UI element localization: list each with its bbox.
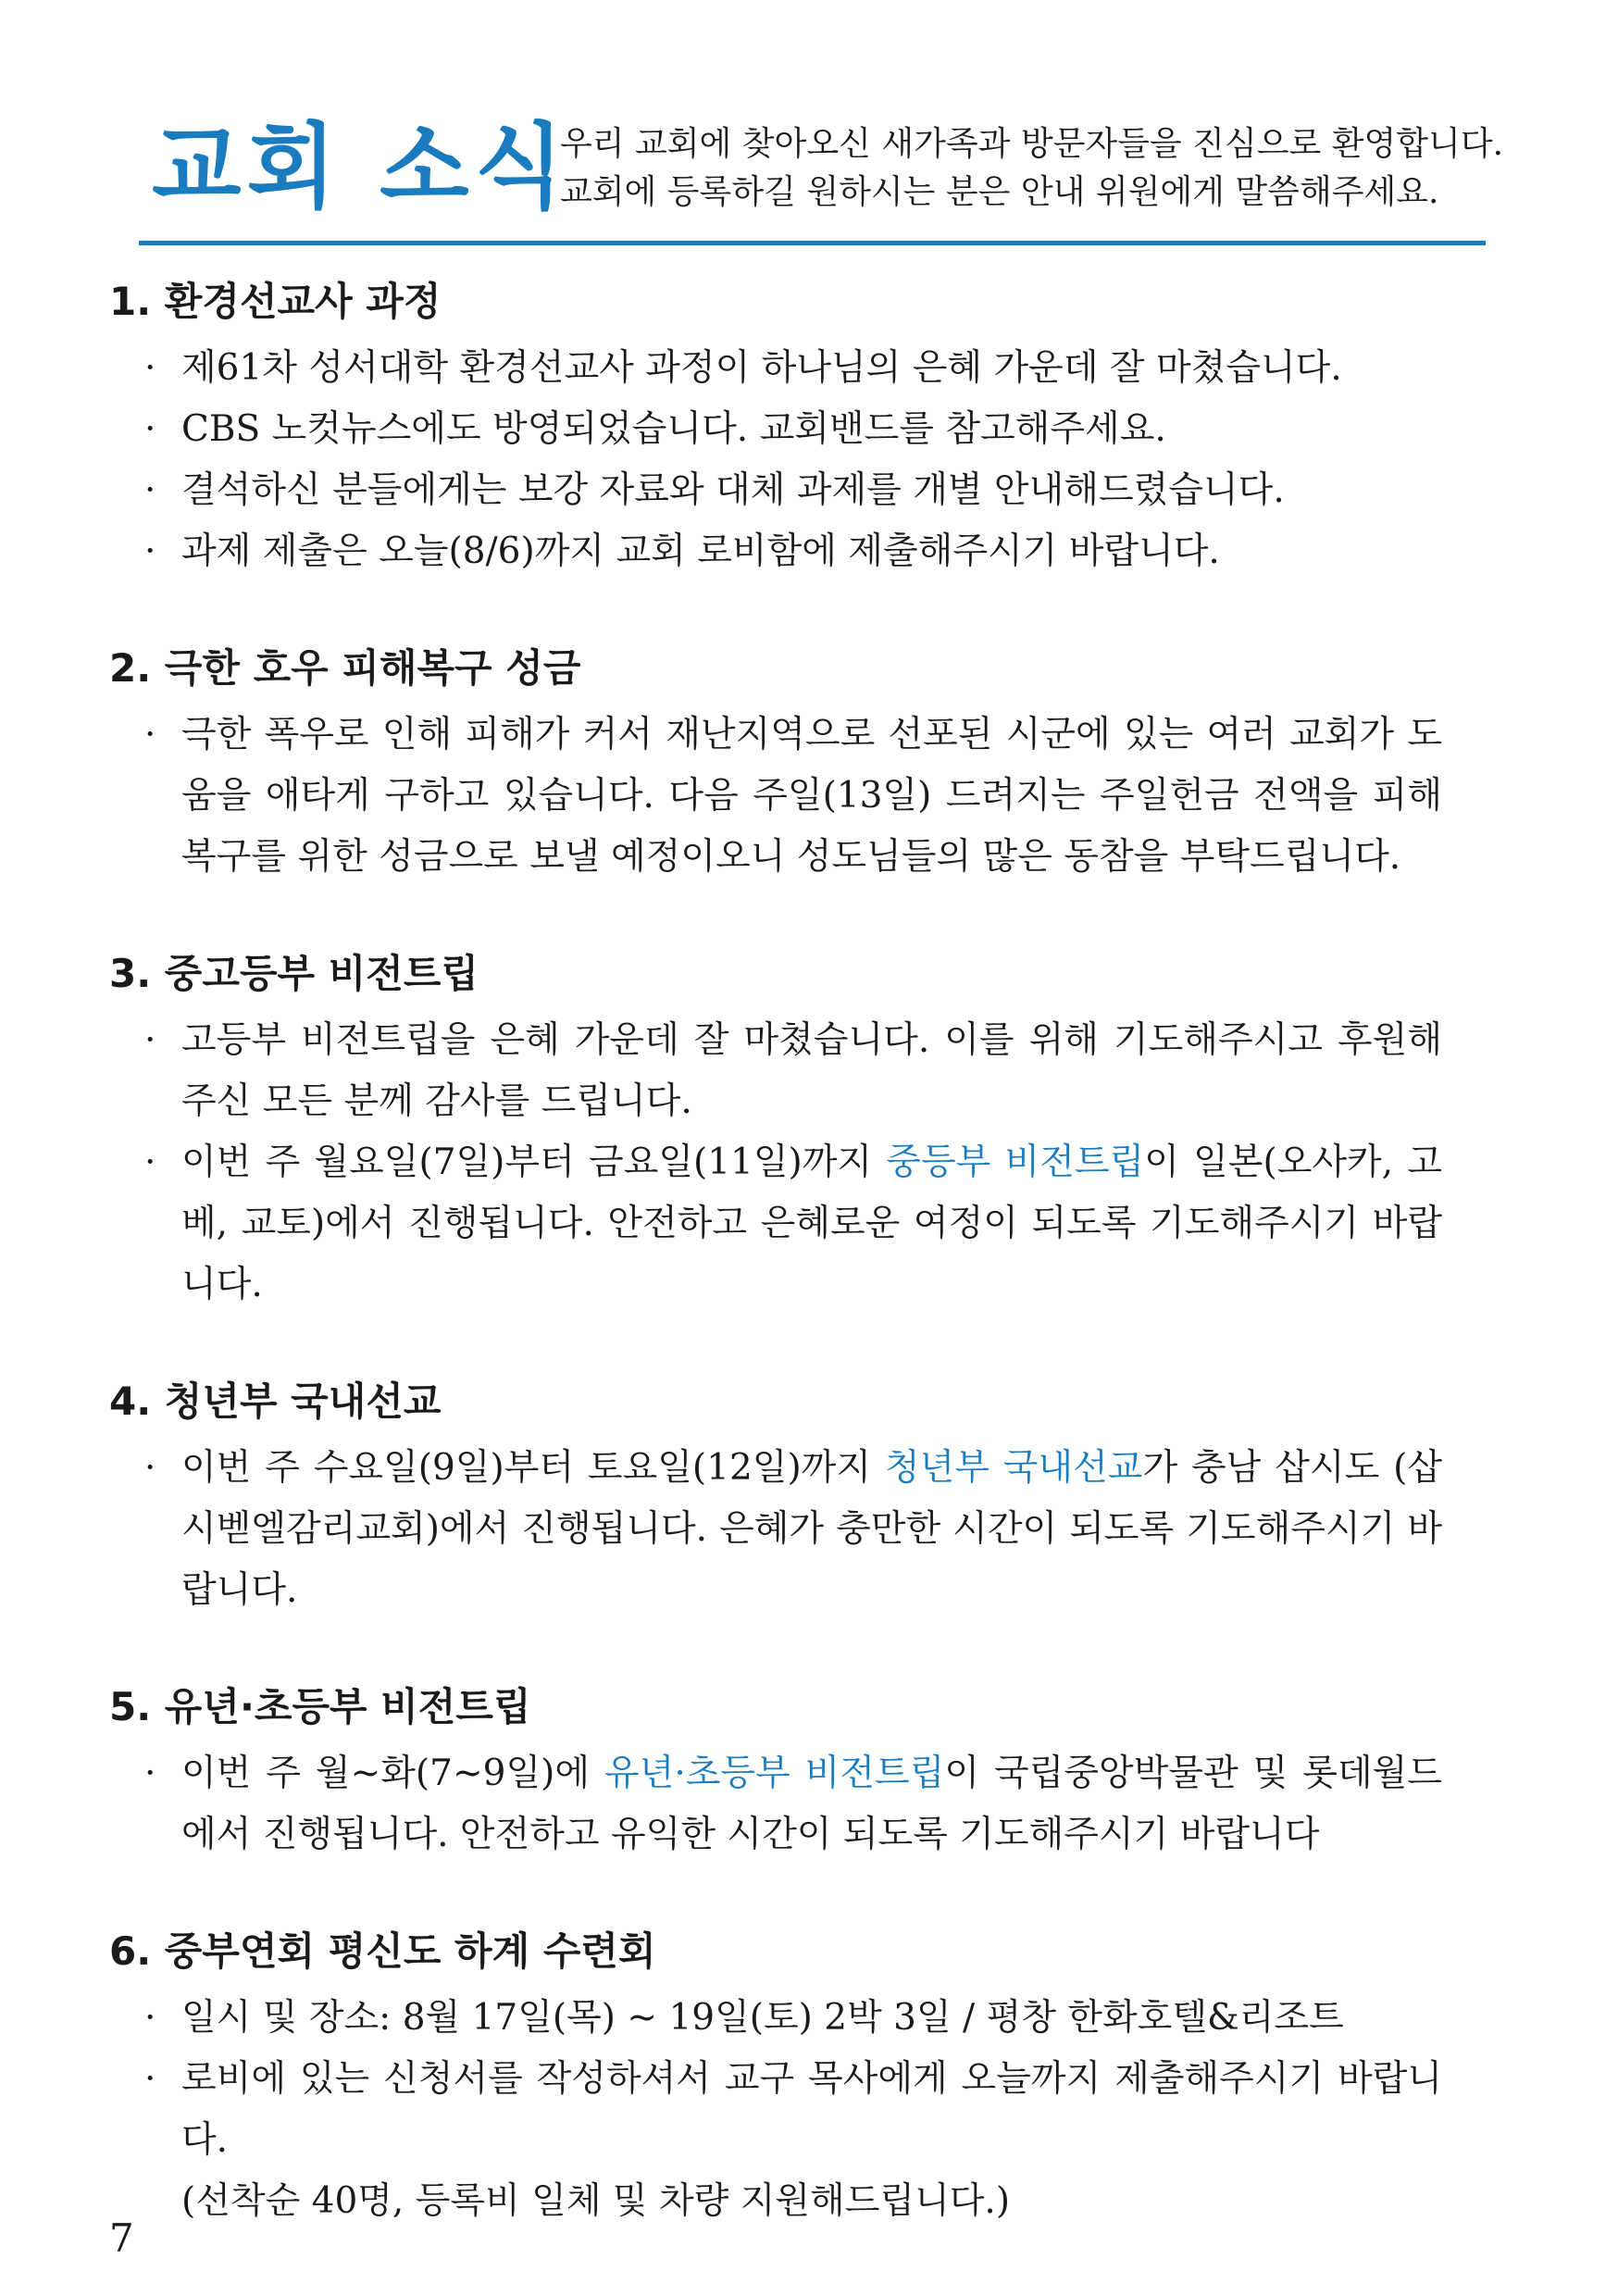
highlighted-event: 청년부 국내선교 bbox=[884, 1447, 1143, 1489]
section-heading: 3. 중고등부 비전트립 bbox=[109, 951, 479, 996]
bullet-icon: · bbox=[144, 1019, 156, 1061]
section-heading: 2. 극한 호우 피해복구 성금 bbox=[109, 645, 581, 691]
section-6 bbox=[109, 1923, 1516, 2232]
page-title: 교회 소식 bbox=[152, 113, 570, 221]
bullet-item: · 로비에 있는 신청서를 작성하셔서 교구 목사에게 오늘까지 제출해주시기 바랍니다. bbox=[109, 2049, 1442, 2171]
welcome-message bbox=[560, 120, 1503, 217]
bullet-icon: · bbox=[144, 530, 156, 572]
page-header bbox=[139, 109, 1504, 248]
section-3 bbox=[109, 945, 1516, 1316]
bullet-item: · 제61차 성서대학 환경선교사 과정이 하나님의 은혜 가운데 잘 마쳤습니다. bbox=[109, 338, 1442, 399]
section-heading: 5. 유년·초등부 비전트립 bbox=[109, 1684, 531, 1729]
welcome-line-1: 우리 교회에 찾아오신 새가족과 방문자들을 진심으로 환영합니다. bbox=[560, 125, 1504, 163]
bullet-icon: · bbox=[144, 714, 156, 755]
bullet-item: · CBS 노컷뉴스에도 방영되었습니다. 교회밴드를 참고해주세요. bbox=[109, 399, 1442, 460]
page-number: 7 bbox=[109, 2215, 134, 2261]
bullet-icon: · bbox=[144, 1997, 156, 2039]
bullet-item: · 이번 주 월요일(7일)부터 금요일(11일)까지 중등부 비전트립이 일본(오사카, 고베, 교토)에서 진행됩니다. 안전하고 은혜로운 여정이 되도록 기도해주시기 바랍니다. bbox=[109, 1132, 1442, 1316]
bullet-icon: · bbox=[144, 2058, 156, 2100]
bullet-item: · 일시 및 장소: 8월 17일(목) ~ 19일(토) 2박 3일 / 평창 한화호텔&리조트 bbox=[109, 1988, 1442, 2049]
bullet-icon: · bbox=[144, 1142, 156, 1183]
welcome-line-2: 교회에 등록하길 원하시는 분은 안내 위원에게 말씀해주세요. bbox=[560, 173, 1439, 211]
registration-note: (선착순 40명, 등록비 일체 및 차량 지원해드립니다.) bbox=[181, 2180, 1011, 2222]
highlighted-event: 중등부 비전트립 bbox=[886, 1142, 1145, 1183]
section-4 bbox=[109, 1373, 1516, 1621]
highlighted-event: 유년·초등부 비전트립 bbox=[604, 1753, 945, 1794]
bullet-icon: · bbox=[144, 347, 156, 389]
section-2 bbox=[109, 640, 1516, 888]
section-heading: 6. 중부연회 평신도 하계 수련회 bbox=[109, 1928, 656, 1974]
bullet-item: · 이번 주 수요일(9일)부터 토요일(12일)까지 청년부 국내선교가 충남 삽시도 (삽시벧엘감리교회)에서 진행됩니다. 은혜가 충만한 시간이 되도록 기도해주시기 바랍니다. bbox=[109, 1438, 1442, 1621]
bullet-item: · 고등부 비전트립을 은혜 가운데 잘 마쳤습니다. 이를 위해 기도해주시고 후원해 주신 모든 분께 감사를 드립니다. bbox=[109, 1010, 1442, 1132]
bullet-icon: · bbox=[144, 408, 156, 450]
bullet-item: · 과제 제출은 오늘(8/6)까지 교회 로비함에 제출해주시기 바랍니다. bbox=[109, 521, 1442, 582]
section-heading: 4. 청년부 국내선교 bbox=[109, 1379, 442, 1424]
bullet-item: · 극한 폭우로 인해 피해가 커서 재난지역으로 선포된 시군에 있는 여러 교회가 도움을 애타게 구하고 있습니다. 다음 주일(13일) 드려지는 주일헌금 전액을 피해복구를 위한 성금으로 보낼 예정이오니 성도님들의 많은 동참을 부탁드립니다. bbox=[109, 705, 1442, 888]
section-heading: 1. 환경선교사 과정 bbox=[109, 279, 442, 324]
bullet-item: · 결석하신 분들에게는 보강 자료와 대체 과제를 개별 안내해드렸습니다. bbox=[109, 460, 1442, 521]
section-5 bbox=[109, 1678, 1516, 1866]
bullet-icon: · bbox=[144, 1753, 156, 1794]
bullet-icon: · bbox=[144, 469, 156, 511]
bullet-icon: · bbox=[144, 1447, 156, 1489]
section-1 bbox=[109, 273, 1516, 582]
announcements bbox=[109, 273, 1516, 2290]
bullet-item: · 이번 주 월~화(7~9일)에 유년·초등부 비전트립이 국립중앙박물관 및 롯데월드에서 진행됩니다. 안전하고 유익한 시간이 되도록 기도해주시기 바랍니다 bbox=[109, 1743, 1442, 1866]
header-divider bbox=[139, 241, 1486, 245]
